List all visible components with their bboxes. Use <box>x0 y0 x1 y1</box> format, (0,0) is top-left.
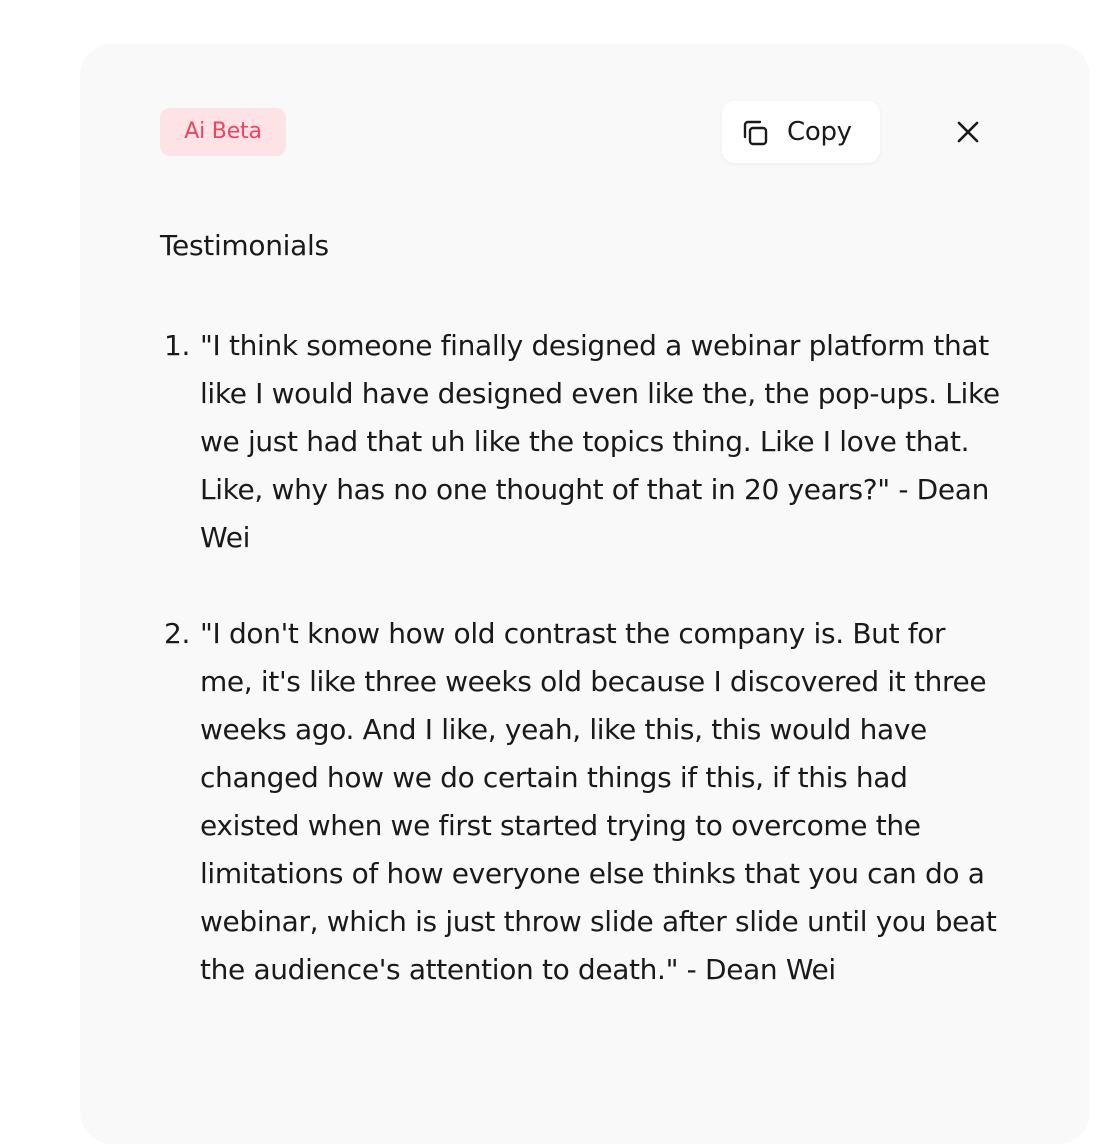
testimonials-heading: Testimonials <box>160 229 329 262</box>
testimonial-text: "I don't know how old contrast the company is. But for me, it's like three weeks old because I discovered it three weeks ago. And I like, yeah, like this, this would have changed how we do certain things if this, if this had existed when we first started trying to overcome the limitations of how everyone else thinks that you can do a webinar, which is just throw slide after slide until you beat the audience's attention to death." - Dean Wei <box>200 617 997 986</box>
testimonial-item <box>160 322 1000 562</box>
copy-button-label: Copy <box>787 117 852 147</box>
close-icon[interactable] <box>952 116 984 148</box>
copy-icon <box>739 117 771 149</box>
testimonial-text: "I think someone finally designed a webinar platform that like I would have designed even like the, the pop-ups. Like we just had that uh like the topics thing. Like I love that. Like, why has no one thought of that in 20 years?" - Dean Wei <box>200 329 1000 554</box>
ai-beta-badge: Ai Beta <box>160 108 286 156</box>
ai-response-panel <box>80 44 1090 1144</box>
testimonials-list <box>160 322 1000 1042</box>
list-item-number: 2. <box>164 617 191 650</box>
testimonial-item <box>160 610 1000 994</box>
copy-button[interactable] <box>722 101 880 163</box>
list-item-number: 1. <box>164 329 191 362</box>
